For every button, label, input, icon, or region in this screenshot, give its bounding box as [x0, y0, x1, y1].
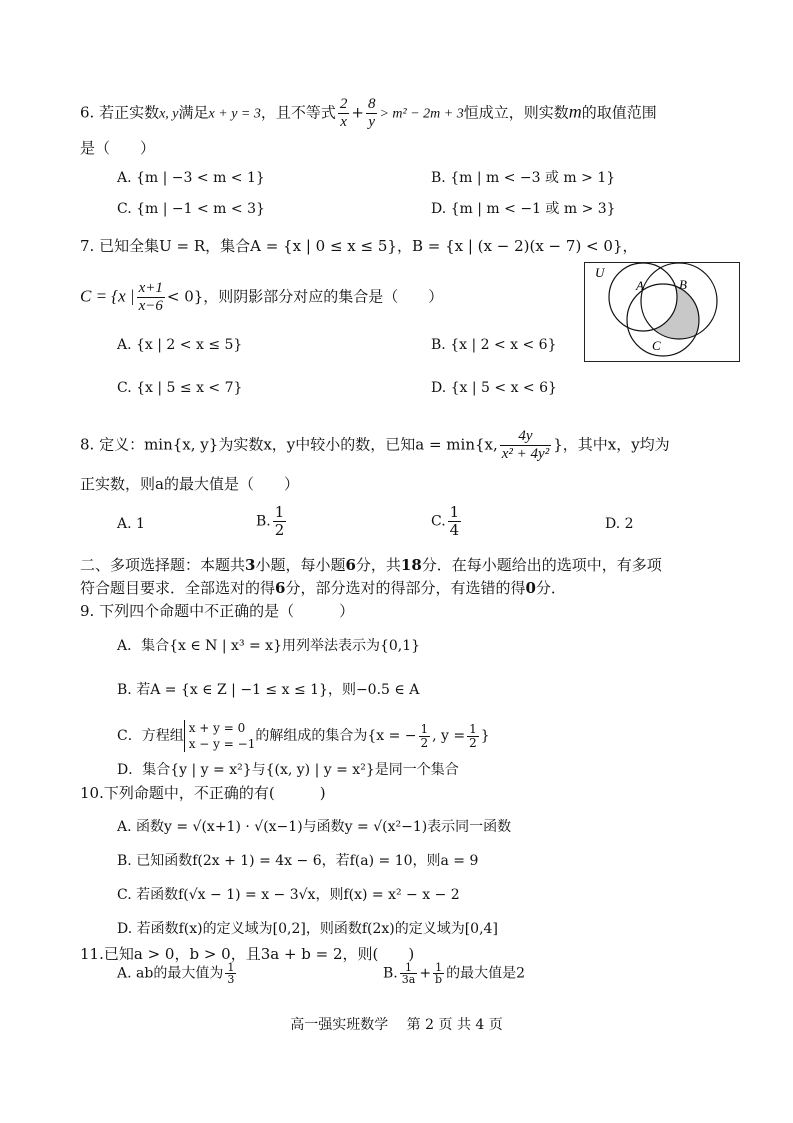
q8-stem-line2: 正实数，则a的最大值是（ ）: [80, 475, 299, 493]
q6-option-c[interactable]: C. {m | −1 < m < 3}: [117, 201, 265, 217]
venn-label-a: A: [636, 278, 644, 293]
q6-text: ，且不等式: [260, 103, 336, 122]
section2-heading: 二、多项选择题：本题共3小题，每小题6分，共18分．在每小题给出的选项中，有多项: [80, 556, 662, 574]
q9-fraction-2: $\frac{1}{2}$: [469, 721, 477, 750]
q8-fraction: $\frac{4y}{\text{x² + 4y²}}$: [501, 428, 550, 462]
q8-stem: 8. 定义：min{x, y}为实数x，y中较小的数，已知a = min{x, $\frac{4y}{\text{x² + 4y²}}$ }，其中x，y均为: [80, 428, 670, 462]
q6-option-a[interactable]: A. {m | −3 < m < 1}: [117, 170, 265, 186]
q8-option-c[interactable]: C. $\frac{1}{4}$: [431, 503, 460, 539]
q6-option-b[interactable]: B. {m | m < −3 或 m > 1}: [431, 170, 616, 186]
q8-option-a[interactable]: A. 1: [117, 516, 145, 532]
q7-stem: 7. 已知全集U = R，集合A = {x | 0 ≤ x ≤ 5}，B = {x | (x − 2)(x − 7) < 0}，: [80, 237, 638, 255]
venn-diagram: [584, 262, 740, 362]
q10-option-d[interactable]: D. 若函数f(x)的定义域为[0,2]，则函数f(2x)的定义域为[0,4]: [117, 921, 498, 937]
q10-option-c[interactable]: C. 若函数f(√x − 1) = x − 3√x，则f(x) = x² − x − 2: [117, 887, 460, 903]
q6-vars: x, y: [159, 106, 179, 122]
q6-text: 满足: [178, 103, 209, 122]
q8-option-c-fraction: $\frac{1}{4}$: [449, 503, 460, 539]
q6-fraction-2x: $\frac{2}{x}$: [339, 96, 348, 130]
q9-fraction-1: $\frac{1}{2}$: [420, 721, 429, 750]
q6-condition: x + y = 3: [208, 106, 261, 122]
q7-set-c: C = {x | $\frac{x+1}{x-6}$ < 0}，则阴影部分对应的集合是（ ）: [80, 280, 444, 314]
q7-option-d[interactable]: D. {x | 5 < x < 6}: [431, 380, 557, 396]
q6-stem-line2: 是（ ）: [80, 139, 156, 157]
q11-option-b-fraction-1: $\frac{1}{3a}$: [401, 961, 416, 986]
q10-option-a[interactable]: A. 函数y = √(x+1) · √(x−1)与函数y = √(x²−1)表示同一函数: [117, 819, 512, 835]
venn-label-u: U: [595, 265, 605, 280]
section2-instructions: 符合题目要求．全部选对的得6分，部分选对的得部分，有选错的得0分．: [80, 579, 566, 597]
page-footer: 高一强实班数学 第 2 页 共 4 页: [290, 1017, 503, 1033]
q7-fraction: $\frac{x+1}{x-6}$: [138, 280, 163, 314]
q9-stem: 9. 下列四个命题中不正确的是（ ）: [80, 602, 355, 620]
q11-stem: 11.已知a > 0，b > 0，且3a + b = 2，则( ): [80, 945, 415, 963]
q11-option-a-fraction: $\frac{1}{3}$: [227, 961, 235, 986]
q11-option-b-fraction-2: $\frac{1}{b}$: [435, 961, 443, 986]
q6-stem: 6. 若正实数x, y满足x + y = 3，且不等式 $\frac{2}{x}$ + $\frac{8}{y}$ > m² − 2m + 3恒成立，则实数m的取值范围: [80, 96, 657, 130]
q6-fraction-8y: $\frac{8}{y}$: [367, 96, 376, 130]
q11-option-a[interactable]: A. ab的最大值为 $\frac{1}{3}$: [117, 961, 235, 986]
q10-stem: 10.下列命题中，不正确的有( ): [80, 784, 326, 802]
q6-text: 的取值范围: [581, 103, 657, 122]
q6-text: 恒成立，则实数: [463, 103, 569, 122]
venn-label-c: C: [652, 338, 661, 353]
q11-option-b[interactable]: B. $\frac{1}{3a}$ + $\frac{1}{b}$ 的最大值是2: [383, 961, 526, 986]
q9-equation-system: x + y = 0 x − y = −1: [184, 720, 256, 752]
venn-svg: [585, 263, 739, 361]
q8-option-d[interactable]: D. 2: [605, 516, 634, 532]
q6-inequality: > m² − 2m + 3: [379, 106, 464, 122]
q9-option-d[interactable]: D．集合{y | y = x²}与{(x, y) | y = x²}是同一个集合: [117, 762, 459, 778]
venn-label-b: B: [679, 277, 687, 292]
q7-option-a[interactable]: A. {x | 2 < x ≤ 5}: [117, 337, 243, 353]
q10-option-b[interactable]: B. 已知函数f(2x + 1) = 4x − 6，若f(a) = 10，则a = 9: [117, 853, 479, 869]
q8-option-b-fraction: $\frac{1}{2}$: [274, 503, 285, 539]
q6-var-m: m: [568, 101, 582, 122]
q7-option-b[interactable]: B. {x | 2 < x < 6}: [431, 337, 557, 353]
q6-option-d[interactable]: D. {m | m < −1 或 m > 3}: [431, 201, 616, 217]
q7-option-c[interactable]: C. {x | 5 ≤ x < 7}: [117, 380, 243, 396]
q8-option-b[interactable]: B. $\frac{1}{2}$: [256, 503, 285, 539]
q9-option-b[interactable]: B. 若A = {x ∈ Z | −1 ≤ x ≤ 1}，则−0.5 ∈ A: [117, 682, 420, 698]
q6-text: 6. 若正实数: [80, 103, 160, 122]
q9-option-c[interactable]: C．方程组 x + y = 0 x − y = −1 的解组成的集合为{x = − $\frac{1}{2}$ , y = $\frac{1}{2}$ }: [117, 721, 490, 751]
q9-option-a[interactable]: A．集合{x ∈ N | x³ = x}用列举法表示为{0,1}: [117, 638, 421, 654]
